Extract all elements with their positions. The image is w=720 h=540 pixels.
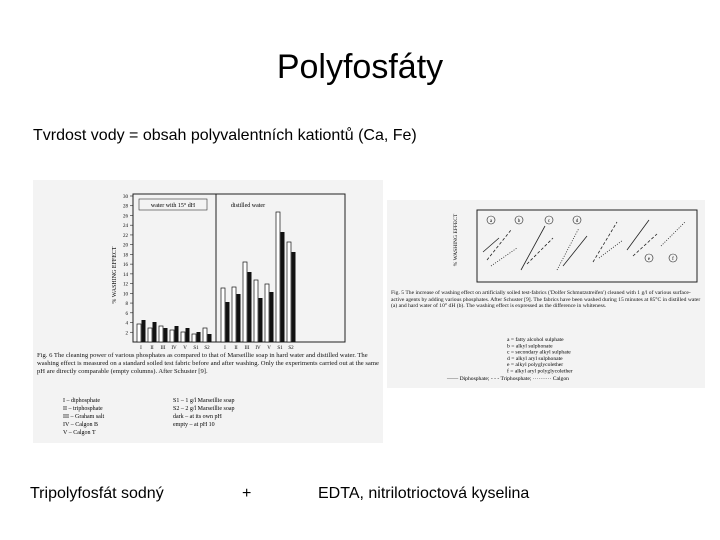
legend-item: V – Calgon T [63, 430, 96, 436]
legend-item: a = fatty alcohol sulphate [507, 337, 564, 343]
figure-right-line-legend: —— Diphosphate; - - - Triphosphate; ·········· Calgon [447, 376, 569, 382]
bar-empty [276, 212, 280, 342]
trend-line [527, 238, 553, 264]
bottom-text-tripolyphosphate: Tripolyfosfát sodný [30, 485, 164, 502]
legend-item: dark – at its own pH [173, 414, 222, 420]
trend-line [563, 236, 587, 266]
y-tick-label: 2 [125, 331, 128, 337]
legend-item: S1 – 1 g/l Marseillie soap [173, 398, 235, 404]
figure-left-x-ticks [140, 346, 294, 351]
legend-item: IV – Calgon B [63, 422, 99, 428]
y-tick-label: 6 [125, 311, 128, 317]
legend-item: d = alkyl aryl sulphonate [507, 355, 563, 362]
bar-filled [142, 320, 146, 342]
bar-filled [175, 326, 179, 342]
bar-filled [237, 294, 241, 342]
x-tick-label: II [234, 346, 238, 351]
bar-filled [226, 302, 230, 342]
legend-item: III – Graham salt [63, 414, 105, 420]
bar-empty [170, 330, 174, 342]
trend-line [599, 240, 623, 258]
x-tick-label: V [183, 346, 187, 351]
y-tick-label: 10 [123, 292, 128, 298]
legend-item: f = alkyl aryl polyglycolether [507, 368, 573, 375]
bar-empty [192, 334, 196, 342]
figure-left-svg [33, 180, 383, 443]
legend-item: c = secondary alkyl sulphate [507, 349, 571, 356]
y-tick-label: 24 [123, 224, 128, 230]
x-tick-label: S2 [204, 346, 210, 351]
legend-item: II – triphosphate [63, 406, 103, 412]
figure-washing-effect-phosphates [33, 180, 383, 443]
figure-right-caption: Fig. 5 The increase of washing effect on artificially soiled test-fabrics ('Dolfer Schmutzstreifen') cleaned with 1 g/l of various surface-active agents by adding various phosphates. After Schuster [9]. The fabrics have been washed during 15 minutes at 85°C in distilled water (a) and hard water of 10° dH (b). The washing effect is expressed as the difference in whiteness. [391, 290, 701, 310]
x-tick-label: V [267, 346, 271, 351]
slide-subtitle: Tvrdost vody = obsah polyvalentních kationtů (Ca, Fe) [33, 127, 417, 144]
figure-right-svg [387, 200, 705, 388]
y-tick-label: 14 [123, 272, 128, 278]
figure-right-frame [477, 210, 697, 282]
x-tick-label: I [140, 346, 142, 351]
figure-right-legend [507, 336, 573, 375]
bar-filled [186, 328, 190, 342]
bar-empty [232, 287, 236, 342]
y-tick-label: 20 [123, 243, 128, 249]
bar-empty [221, 288, 225, 342]
x-tick-label: I [224, 346, 226, 351]
figure-right-y-label: % WASHING EFFECT [453, 213, 459, 267]
figure-left-y-label: % WASHING EFFECT [112, 246, 118, 304]
legend-item: b = alkyl sulphonate [507, 343, 553, 350]
bar-filled [197, 332, 201, 342]
legend-item: e = alkyl polyglycolether [507, 362, 564, 369]
bar-empty [203, 328, 207, 342]
circle-letter: a [489, 219, 493, 224]
figure-washing-effect-surfactants [387, 200, 705, 388]
y-tick-label: 28 [123, 204, 128, 210]
y-tick-label: 30 [123, 195, 128, 200]
bar-empty [243, 262, 247, 342]
circle-letter: b [517, 219, 521, 224]
figure-left-y-ticks [123, 195, 133, 336]
bar-empty [265, 284, 269, 342]
bar-filled [281, 232, 285, 342]
x-tick-label: IV [255, 346, 261, 351]
bar-filled [208, 334, 212, 342]
bar-empty [287, 242, 291, 342]
trend-line [593, 222, 617, 262]
circle-letter: d [575, 219, 579, 224]
figure-left-panel-label-distilled: distilled water [230, 203, 266, 209]
legend-item: S2 – 2 g/l Marseillie soap [173, 406, 235, 412]
bar-empty [181, 332, 185, 342]
slide-title: Polyfosfáty [276, 48, 444, 86]
legend-item: I – diphosphate [63, 398, 100, 404]
y-tick-label: 22 [123, 233, 128, 239]
x-tick-label: S1 [277, 346, 283, 351]
circle-letter: f [672, 257, 674, 262]
bottom-plus-sign: + [242, 485, 252, 502]
bottom-text-edta: EDTA, nitrilotrioctová kyselina [318, 485, 530, 502]
x-tick-label: II [150, 346, 154, 351]
bar-filled [259, 298, 263, 342]
x-tick-label: III [160, 346, 166, 351]
bar-empty [137, 324, 141, 342]
x-tick-label: IV [171, 346, 177, 351]
trend-line [661, 222, 685, 246]
y-tick-label: 4 [125, 321, 128, 327]
bar-empty [159, 326, 163, 342]
x-tick-label: III [244, 346, 250, 351]
y-tick-label: 12 [123, 282, 128, 288]
figure-right-circle-labels [487, 216, 677, 262]
x-tick-label: S2 [288, 346, 294, 351]
bar-filled [164, 328, 168, 342]
bar-filled [153, 322, 157, 342]
trend-line [483, 238, 499, 252]
figure-right-lines [483, 220, 685, 270]
bar-filled [248, 272, 252, 342]
trend-line [521, 226, 545, 270]
trend-line [557, 228, 579, 270]
circle-letter: e [647, 257, 651, 262]
figure-left-caption: Fig. 6 The cleaning power of various phosphates as compared to that of Marseillie soap in hard water and distilled water. The washing effect is measured on a standard soiled test fabric before and after washing. Only the experiments carried out at the same pH are directly comparable (empty columns). After Schuster [9]. [37, 352, 379, 375]
bar-filled [270, 292, 274, 342]
y-tick-label: 26 [123, 214, 128, 220]
y-tick-label: 8 [125, 302, 128, 308]
bar-empty [148, 328, 152, 342]
circle-letter: c [547, 219, 551, 224]
bar-filled [292, 252, 296, 342]
trend-line [627, 220, 649, 250]
bar-empty [254, 280, 258, 342]
figure-left-legend [63, 398, 235, 436]
y-tick-label: 18 [123, 253, 128, 259]
figure-left-panel-label-hard: water with 15° dH [150, 203, 196, 209]
x-tick-label: S1 [193, 346, 199, 351]
legend-item: empty – at pH 10 [173, 422, 215, 428]
y-tick-label: 16 [123, 263, 128, 269]
